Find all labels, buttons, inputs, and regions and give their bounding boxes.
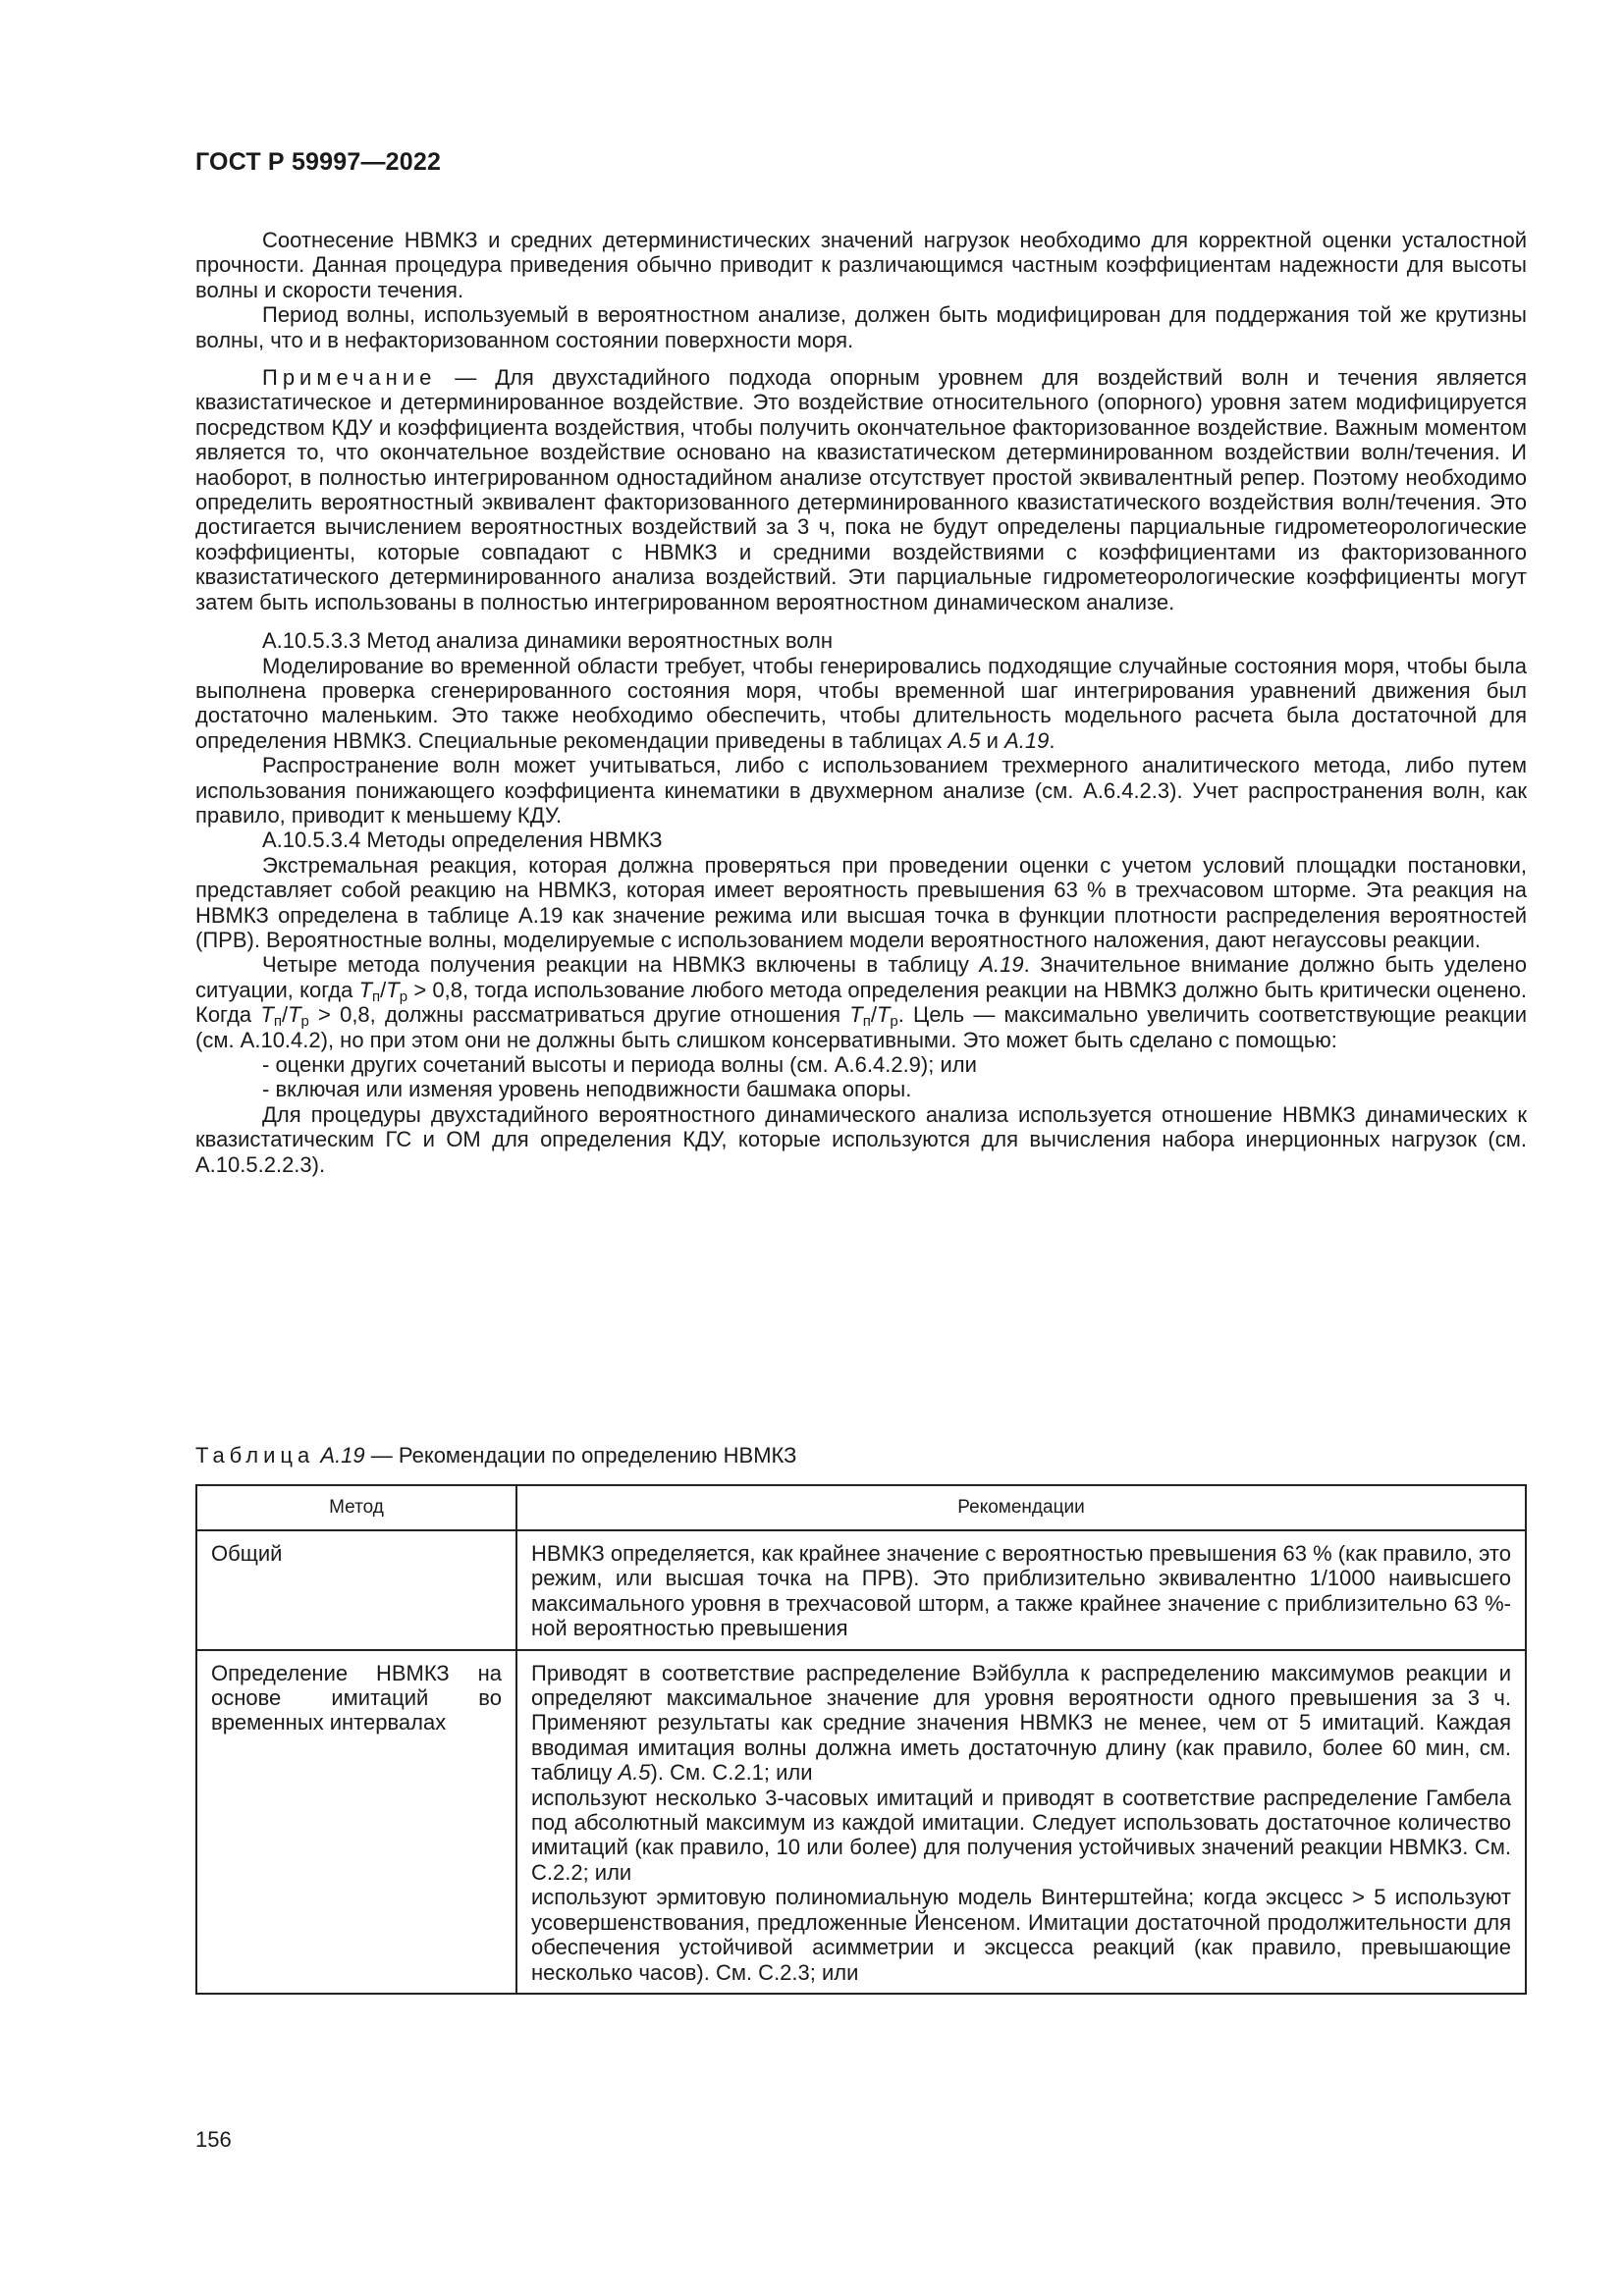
table-row (196, 1530, 1526, 1650)
subscript: р (300, 1013, 309, 1031)
text-run: Четыре метода получения реакции на НВМКЗ включены в таблицу (262, 952, 980, 978)
paragraph: Экстремальная реакция, которая должна проверяться при проведении оценки с учетом условий площадки постановки, представляет собой реакцию на НВМКЗ, которая имеет вероятность превышения 63 % в трехчасовом шторме. Эта реакция на НВМКЗ определена в таблице А.19 как значение режима или высшая точка в функции плотности распределения вероятностей (ПРВ). Вероятностные волны, моделируемые с использованием модели вероятностного наложения, дают негауссовы реакции. (195, 852, 1527, 952)
column-header-recommendations: Рекомендации (516, 1485, 1526, 1530)
section-heading: А.10.5.3.3 Метод анализа динамики вероятностных волн (262, 628, 834, 654)
recommendation-para (531, 1661, 1511, 1786)
table-reference: А.19 (1004, 727, 1050, 753)
symbol: T (849, 1002, 863, 1028)
method-cell: Общий (196, 1530, 516, 1650)
text-run: / (870, 1002, 877, 1028)
paragraph (195, 654, 1527, 754)
subscript: п (862, 1013, 871, 1031)
body-text (195, 228, 1527, 1177)
paragraph: Период волны, используемый в вероятностном анализе, должен быть модифицирован для поддержания той же крутизны волны, что и в нефакторизованном состоянии поверхности моря. (195, 302, 1527, 352)
symbol: T (876, 1002, 891, 1028)
text-run: / (281, 1002, 289, 1028)
table-row (196, 1650, 1526, 1994)
symbol: T (386, 977, 400, 1002)
method-cell: Определение НВМКЗ на основе имитаций во временных интервалах (196, 1650, 516, 1994)
paragraph: Для процедуры двухстадийного вероятностного динамического анализа используется отношение НВМКЗ динамических к квазистатическим ГС и ОМ для определения КДУ, которые используются для вычисления набора инерционных нагрузок (см. А.10.5.2.2.3). (195, 1101, 1527, 1177)
subscript: п (372, 988, 381, 1005)
recommendation-para: используют эрмитовую полиномиальную модель Винтерштейна; когда эксцесс > 5 используют усовершенствования, предложенные Йенсеном. Имитации достаточной продолжительности для обеспечения устойчивой асимметрии и эксцесса реакций (как правило, превышающие несколько часов). См. С.2.3; или (531, 1885, 1511, 1985)
column-header-method: Метод (196, 1485, 516, 1530)
paragraph: Распространение волн может учитываться, либо с использованием трехмерного аналитического метода, либо путем использования понижающего коэффициента кинематики в двухмерном анализе (см. А.6.4.2.3). Учет распространения волн, как правило, приводит к меньшему КДУ. (195, 753, 1527, 828)
subscript: п (273, 1013, 282, 1031)
text-run: > 0,8, должны рассматриваться другие отношения (308, 1002, 850, 1028)
list-item: - включая или изменяя уровень неподвижности башмака опоры. (262, 1077, 912, 1102)
text-run: Моделирование во временной области требует, чтобы генерировались подходящие случайные состояния моря, чтобы была выполнена проверка сгенерированного состояния моря, чтобы временной шаг интегрирования уравнений движения был достаточно маленьким. Это также необходимо обеспечить, чтобы длительность модельного расчета была достаточной для определения НВМКЗ. Специальные рекомендации приведены в таблицах (195, 653, 1527, 753)
table-caption (195, 1443, 796, 1468)
section-heading: А.10.5.3.4 Методы определения НВМКЗ (262, 828, 663, 853)
table-caption-label: Таблица (195, 1443, 315, 1468)
text-run: > 0,8, тогда использование любого метода определения реакции на НВМКЗ должно быть критически оценено. Когда (195, 977, 1527, 1028)
recommendation-cell (516, 1650, 1526, 1994)
recommendation-cell: НВМКЗ определяется, как крайнее значение с вероятностью превышения 63 % (как правило, это режим, или высшая точка на ПРВ). Это приблизительно эквивалентно 1/1000 наивысшего максимального уровня в трехчасовой шторм, а также крайнее значение с приблизительно 63 %-ной вероятностью превышения (516, 1530, 1526, 1650)
table-caption-ref: А.19 (320, 1443, 365, 1468)
note-text: — Для двухстадийного подхода опорным уровнем для воздействий волн и течения является квазистатическое и детерминированное воздействие. Это воздействие относительного (опорного) уровня затем модифицируется посредством КДУ и коэффициента воздействия, чтобы получить окончательное факторизованное воздействие. Важным моментом является то, что окончательное воздействие основано на квазистатическом детерминированном воздействии волн/течения. И наоборот, в полностью интегрированном одностадийном анализе отсутствует простой эквивалентный репер. Поэтому необходимо определить вероятностный эквивалент факторизованного детерминированного квазистатического воздействия волн/течения. Это достигается вычислением вероятностных воздействий за 3 ч, пока не будут определены парциальные гидрометеорологические коэффициенты, которые совпадают с НВМКЗ и средними воздействиями с коэффициентами из факторизованного квазистатического детерминированного анализа воздействий. Эти парциальные гидрометеорологические коэффициенты могут затем быть использованы в полностью интегрированном вероятностном динамическом анализе. (195, 365, 1527, 614)
text-run: . (1049, 727, 1056, 753)
list-item: - оценки других сочетаний высоты и периода волны (см. А.6.4.2.9); или (262, 1052, 977, 1077)
symbol: T (358, 977, 373, 1002)
paragraph (195, 952, 1527, 1052)
page-number: 156 (195, 2127, 232, 2152)
table-reference: А.5 (947, 727, 981, 753)
symbol: T (288, 1002, 301, 1028)
text-run: и (980, 727, 1005, 753)
table-reference: А.19 (979, 952, 1024, 978)
note-label: Примечание (262, 365, 437, 391)
table-reference: А.5 (618, 1760, 651, 1786)
subscript: р (890, 1013, 898, 1031)
subscript: р (399, 988, 408, 1005)
symbol: T (260, 1002, 274, 1028)
text-run: / (380, 977, 387, 1002)
text-run: . Цель — максимально увеличить соответствующие реакции (см. А.10.4.2), но при этом они не должны быть слишком консервативными. Это может быть сделано с помощью: (195, 1002, 1527, 1052)
text-run: ). См. С.2.1; или (650, 1760, 813, 1786)
table-header-row (196, 1485, 1526, 1530)
text-run: . Значительное внимание должно быть уделено ситуации, когда (195, 952, 1527, 1002)
text-run: Приводят в соответствие распределение Вэйбулла к распределению максимумов реакции и определяют максимальное значение для уровня вероятности одного превышения за 3 ч. Применяют результаты как средние значения НВМКЗ не менее, чем от 5 имитаций. Каждая вводимая имитация волны должна иметь достаточную длину (как правило, более 60 мин, см. таблицу (531, 1660, 1511, 1786)
table-caption-text: — Рекомендации по определению НВМКЗ (364, 1443, 797, 1468)
paragraph: Соотнесение НВМКЗ и средних детерминистических значений нагрузок необходимо для корректной оценки усталостной прочности. Данная процедура приведения обычно приводит к различающимся частным коэффициентам надежности для высоты волны и скорости течения. (195, 228, 1527, 302)
recommendation-para: используют несколько 3-часовых имитаций и приводят в соответствие распределение Гамбела под абсолютный максимум из каждой имитации. Следует использовать достаточное количество имитаций (как правило, 10 или более) для получения устойчивых значений реакции НВМКЗ. См. С.2.2; или (531, 1785, 1511, 1885)
recommendations-table (195, 1484, 1527, 1995)
document-header: ГОСТ Р 59997—2022 (195, 148, 442, 176)
note-paragraph (195, 365, 1527, 614)
